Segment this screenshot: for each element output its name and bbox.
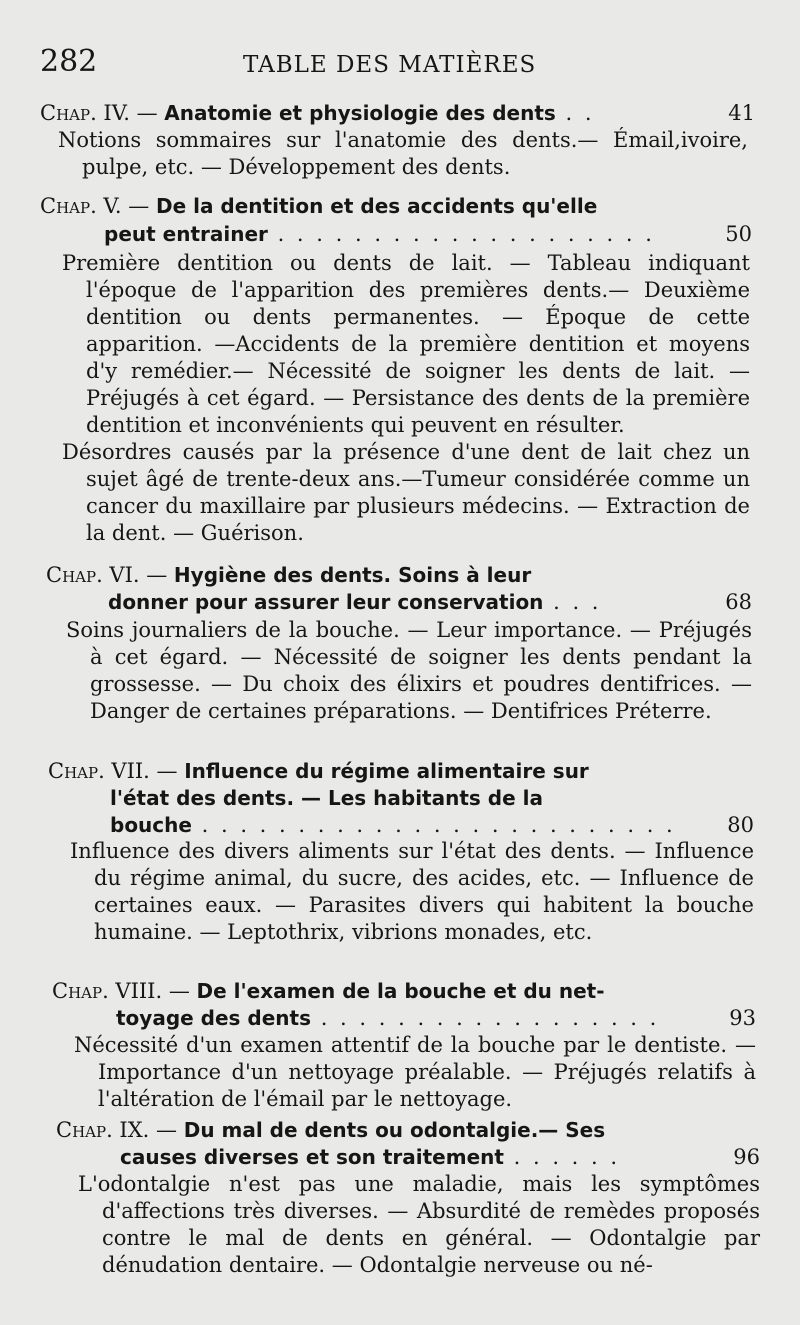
summary-paragraph: Influence des divers aliments sur l'état des dents. — Influence du régime animal, du sucre, des acides, etc. — Influence de certaines eaux. — Parasites divers qui habitent la bouche humaine. — Leptothrix, vibrions monades, etc. (70, 839, 754, 944)
chapter-6-summary (66, 617, 752, 725)
chapter-8-heading (52, 978, 754, 1005)
chapter-8-summary (74, 1032, 756, 1113)
leader-dots: . . . (543, 590, 602, 614)
chapter-9-summary (78, 1171, 760, 1279)
chapter-dash: — (162, 979, 197, 1003)
chapter-9-heading-cont (120, 1144, 760, 1171)
chapter-page-number: 50 (725, 222, 752, 246)
chapter-title-line-1: Du mal de dents ou odontalgie.— Ses (183, 1118, 606, 1142)
chapter-title-line-3: bouche (110, 813, 192, 837)
leader-dots: . . (555, 101, 595, 125)
chapter-page-number: 80 (727, 813, 754, 837)
chapter-title: Anatomie et physiologie des dents (164, 101, 556, 125)
leader-dots: . . . . . . . . . . . . . . . . . . . . (267, 222, 655, 246)
chapter-label: Chap. V. (40, 194, 122, 218)
chapter-label: Chap. IV. (40, 101, 130, 125)
chapter-7-heading-cont-2 (110, 812, 754, 839)
chapter-title-line-2: donner pour assurer leur conservation (108, 590, 544, 614)
chapter-title-line-1: De la dentition et des accidents qu'elle (155, 194, 598, 218)
chapter-6-heading-cont (108, 589, 752, 616)
summary-paragraph: L'odontalgie n'est pas une maladie, mais les symptômes d'affections très diverses. — Absurdité de remèdes proposés contre le mal de dents en général. — Odontalgie par dénudation dentaire. — Odontalgie nerveuse ou né- (78, 1172, 760, 1277)
chapter-label: Chap. VI. (46, 563, 140, 587)
chapter-title-line-2: l'état des dents. — Les habitants de la (110, 786, 543, 810)
page-number: 282 (40, 44, 98, 79)
chapter-title-line-1: Hygiène des dents. Soins à leur (173, 563, 532, 587)
chapter-dash: — (149, 1118, 184, 1142)
chapter-4-summary (58, 127, 748, 181)
chapter-title-line-2: toyage des dents (116, 1006, 312, 1030)
running-title: TABLE DES MATIÈRES (243, 52, 537, 78)
chapter-dash: — (139, 563, 174, 587)
chapter-page-number: 93 (729, 1006, 756, 1030)
chapter-title-line-1: Influence du régime alimentaire sur (184, 759, 589, 783)
chapter-7-heading (48, 758, 752, 785)
leader-dots: . . . . . . . . . . . . . . . . . . . . . . . . . (191, 813, 676, 837)
page-header (40, 44, 760, 84)
chapter-9-heading (56, 1117, 756, 1144)
summary-paragraph: Nécessité d'un examen attentif de la bouche par le dentiste. — Importance d'un nettoyage préalable. — Préjugés relatifs à l'altération de l'émail par le nettoyage. (74, 1033, 756, 1111)
chapter-title-line-1: De l'examen de la bouche et du net- (196, 979, 605, 1003)
chapter-8-heading-cont (116, 1005, 756, 1032)
chapter-dash: — (149, 759, 185, 783)
chapter-title-line-2: peut entrainer (104, 222, 268, 246)
chapter-label: Chap. VII. (48, 759, 150, 783)
chapter-6-heading (46, 562, 750, 589)
chapter-page-number: 41 (728, 101, 755, 125)
chapter-7-summary (70, 838, 754, 946)
chapter-dash: — (129, 101, 165, 125)
leader-dots: . . . . . . (503, 1145, 621, 1169)
chapter-page-number: 68 (725, 590, 752, 614)
chapter-7-heading-cont (110, 785, 754, 812)
chapter-5-heading-cont (104, 221, 752, 248)
chapter-title-line-2: causes diverses et son traitement (120, 1145, 504, 1169)
chapter-4-heading (40, 100, 755, 127)
summary-paragraph: Première dentition ou dents de lait. — Tableau indiquant l'époque de l'apparition des premières dents.— Deuxième dentition ou dents permanentes. — Époque de cette apparition. —Accidents de la première dentition et moyens d'y remédier.— Nécessité de soigner les dents de lait. — Préjugés à cet égard. — Persistance des dents de la première dentition et inconvénients qui peuvent en résulter. (62, 251, 750, 437)
chapter-dash: — (121, 194, 156, 218)
leader-dots: . . . . . . . . . . . . . . . . . . (311, 1006, 660, 1030)
chapter-label: Chap. IX. (56, 1118, 150, 1142)
chapter-5-heading (40, 193, 752, 220)
chapter-5-summary (62, 250, 750, 547)
chapter-page-number: 96 (733, 1145, 760, 1169)
summary-paragraph: Soins journaliers de la bouche. — Leur importance. — Préjugés à cet égard. — Nécessité de soigner les dents pendant la grossesse. — Du choix des élixirs et poudres dentifrices. — Danger de certaines préparations. — Dentifrices Préterre. (66, 618, 752, 723)
summary-paragraph: Notions sommaires sur l'anatomie des dents.— Émail,ivoire, pulpe, etc. — Développement des dents. (58, 128, 748, 179)
summary-paragraph: Désordres causés par la présence d'une dent de lait chez un sujet âgé de trente-deux ans.—Tumeur considérée comme un cancer du maxillaire par plusieurs médecins. — Extraction de la dent. — Guérison. (62, 440, 750, 545)
chapter-label: Chap. VIII. (52, 979, 163, 1003)
